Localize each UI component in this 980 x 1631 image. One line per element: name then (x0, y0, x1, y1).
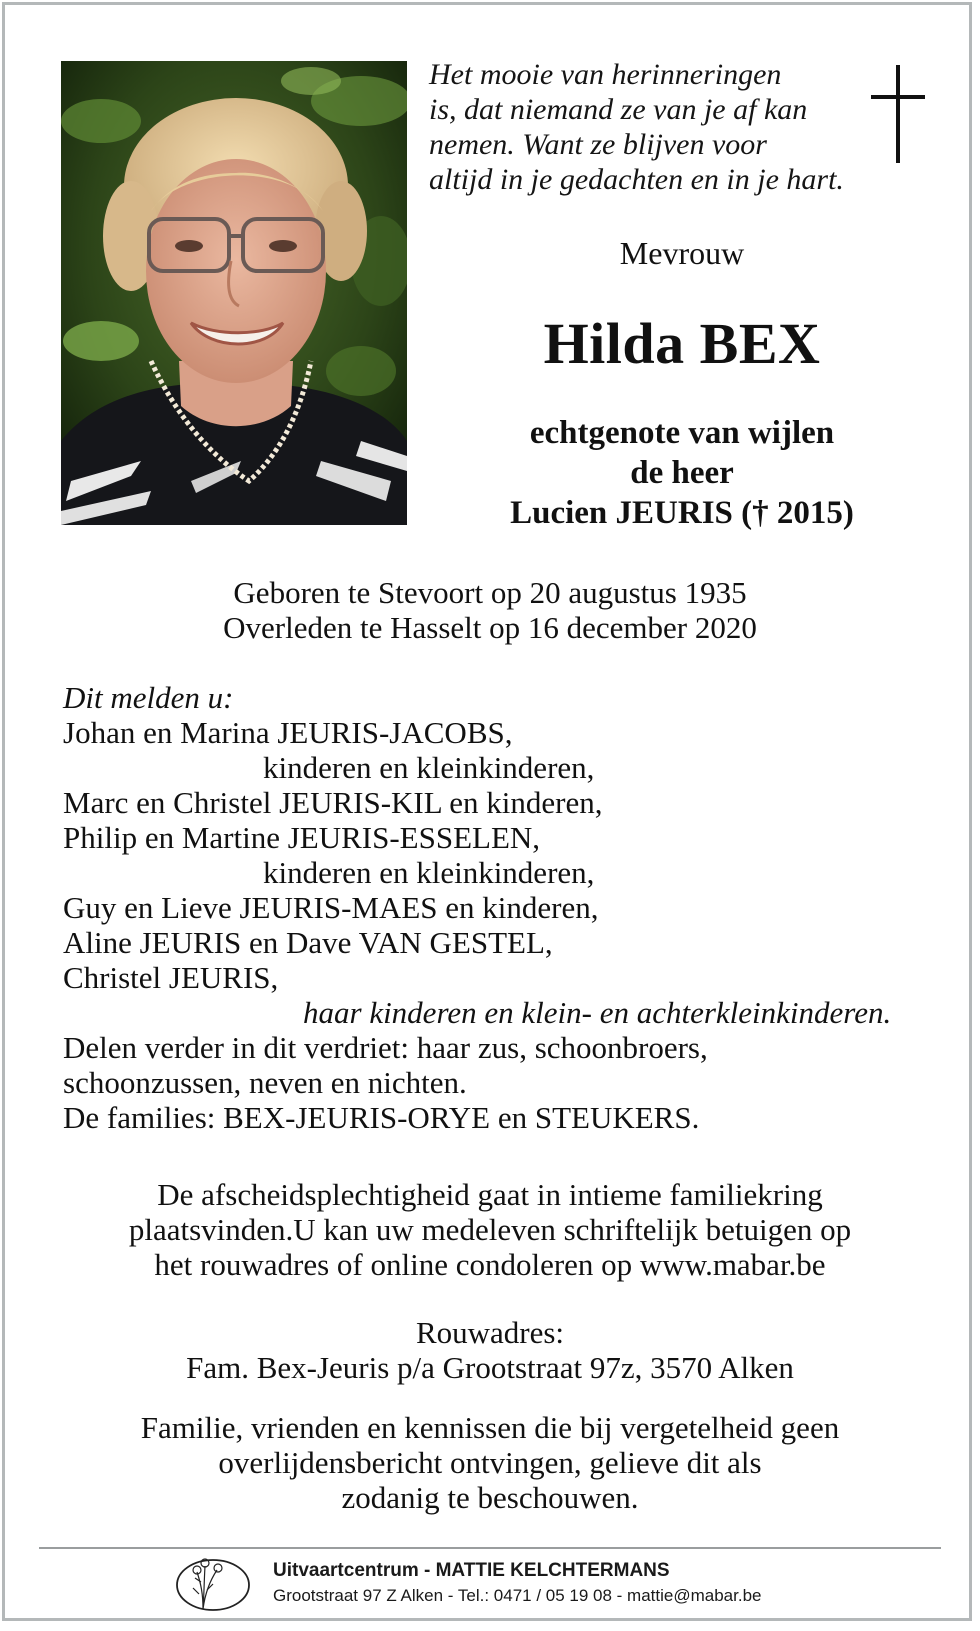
memorial-quote (429, 57, 889, 197)
notice-line: Familie, vrienden en kennissen die bij vergetelheid geen (140, 1410, 840, 1445)
farewell-line: plaatsvinden.U kan uw medeleven schriftelijk betuigen op (128, 1212, 852, 1247)
portrait-photo (61, 61, 407, 525)
family-further-line: schoonzussen, neven en nichten. (63, 1065, 467, 1100)
funeral-home-logo-icon (173, 1554, 253, 1614)
quote-line: Het mooie van herinneringen (429, 58, 782, 91)
mourning-address (5, 1315, 975, 1385)
death-date: Overleden te Hasselt op 16 december 2020 (223, 610, 757, 645)
address-value: Fam. Bex-Jeuris p/a Grootstraat 97z, 3570 Alken (186, 1350, 794, 1385)
quote-line: nemen. Want ze blijven voor (429, 128, 767, 161)
cross-icon (871, 65, 925, 163)
death-notice-card (2, 2, 972, 1621)
spouse-line: echtgenote van wijlen (529, 415, 835, 451)
family-line: Aline JEURIS en Dave VAN GESTEL, (63, 925, 553, 960)
funeral-home-contact: Grootstraat 97 Z Alken - Tel.: 0471 / 05 19 08 - mattie@mabar.be (273, 1586, 762, 1605)
quote-line: is, dat niemand ze van je af kan (429, 93, 808, 126)
family-further-line: Delen verder in dit verdriet: haar zus, schoonbroers, (63, 1030, 708, 1065)
family-line: kinderen en kleinkinderen, (263, 750, 595, 785)
honorific: Mevrouw (619, 235, 745, 271)
spouse-line: Lucien JEURIS († 2015) (510, 495, 854, 531)
footer-divider (39, 1547, 941, 1549)
birth-date: Geboren te Stevoort op 20 augustus 1935 (233, 575, 747, 610)
notice-line: overlijdensbericht ontvingen, gelieve dit als (218, 1445, 762, 1480)
family-line: kinderen en kleinkinderen, (263, 855, 595, 890)
family-line: Marc en Christel JEURIS-KIL en kinderen, (63, 785, 603, 820)
family-list (63, 680, 943, 1135)
farewell-line: het rouwadres of online condoleren op www.mabar.be (154, 1247, 826, 1282)
family-line: Guy en Lieve JEURIS-MAES en kinderen, (63, 890, 599, 925)
quote-line: altijd in je gedachten en in je hart. (429, 163, 844, 196)
farewell-line: De afscheidsplechtigheid gaat in intieme familiekring (157, 1177, 823, 1212)
life-dates (5, 575, 975, 645)
family-closing: haar kinderen en klein- en achterkleinkinderen. (303, 995, 892, 1030)
deceased-name: Hilda BEX (543, 311, 821, 376)
notice-line: zodanig te beschouwen. (341, 1480, 639, 1515)
address-label: Rouwadres: (415, 1315, 565, 1350)
notice-paragraph (5, 1410, 975, 1515)
family-intro: Dit melden u: (63, 680, 234, 715)
spouse-info (437, 413, 927, 533)
spouse-line: de heer (630, 455, 734, 491)
funeral-home-name: Uitvaartcentrum - MATTIE KELCHTERMANS (273, 1560, 670, 1581)
family-line: Johan en Marina JEURIS-JACOBS, (63, 715, 513, 750)
footer-info (273, 1559, 761, 1609)
family-further-line: De families: BEX-JEURIS-ORYE en STEUKERS. (63, 1100, 700, 1135)
family-line: Philip en Martine JEURIS-ESSELEN, (63, 820, 541, 855)
farewell-paragraph (5, 1177, 975, 1282)
family-line: Christel JEURIS, (63, 960, 279, 995)
